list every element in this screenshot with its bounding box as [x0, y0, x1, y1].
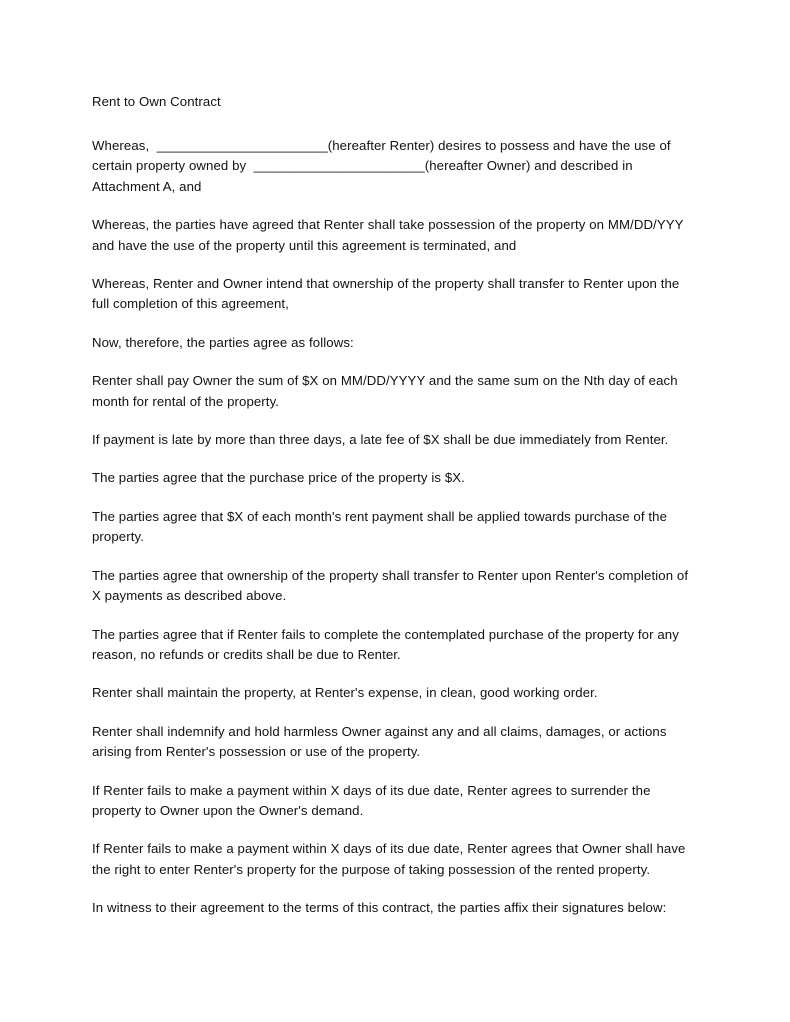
paragraph-indemnification: Renter shall indemnify and hold harmless Owner against any and all claims, damages, or actions arising from Renter's possession or use of the property.: [92, 723, 671, 760]
paragraph-no-refunds: The parties agree that if Renter fails to complete the contemplated purchase of the property for any reason, no refunds or credits shall be due to Renter.: [92, 626, 683, 662]
paragraph-whereas-renter: Whereas, _______________________(hereafter Renter) desires to possess and have the use of certain property owned by _______________________(hereafter Owner) and described in Attachment A, and: [92, 138, 675, 194]
paragraph-whereas-possession: Whereas, the parties have agreed that Renter shall take possession of the property on MM/DD/YYY and have the use of the property until this agreement is terminated, and: [92, 217, 688, 253]
paragraph-transfer-on-completion: The parties agree that ownership of the property shall transfer to Renter upon Renter's completion of X payments as described above.: [92, 567, 692, 604]
document-body: [92, 92, 692, 919]
paragraph-now-therefore: Now, therefore, the parties agree as follows:: [92, 334, 354, 350]
paragraph-right-of-entry: If Renter fails to make a payment within X days of its due date, Renter agrees that Owner shall have the right to enter Renter's property for the purpose of taking possession of the rented property.: [92, 841, 690, 877]
paragraph-payment-terms: Renter shall pay Owner the sum of $X on MM/DD/YYYY and the same sum on the Nth day of each month for rental of the property.: [92, 373, 682, 409]
paragraph-rent-credit: The parties agree that $X of each month's rent payment shall be applied towards purchase of the property.: [92, 508, 671, 545]
paragraph-late-fee: If payment is late by more than three days, a late fee of $X shall be due immediately from Renter.: [92, 432, 669, 448]
paragraph-signature-clause: In witness to their agreement to the terms of this contract, the parties affix their signatures below:: [92, 900, 667, 916]
paragraph-maintenance: Renter shall maintain the property, at Renter's expense, in clean, good working order.: [92, 685, 598, 701]
paragraph-purchase-price: The parties agree that the purchase price of the property is $X.: [92, 470, 465, 486]
paragraph-surrender-property: If Renter fails to make a payment within X days of its due date, Renter agrees to surrender the property to Owner upon the Owner's demand.: [92, 782, 655, 818]
page-title: Rent to Own Contract: [92, 94, 221, 109]
paragraph-whereas-ownership-transfer: Whereas, Renter and Owner intend that ownership of the property shall transfer to Renter upon the full completion of this agreement,: [92, 276, 684, 312]
